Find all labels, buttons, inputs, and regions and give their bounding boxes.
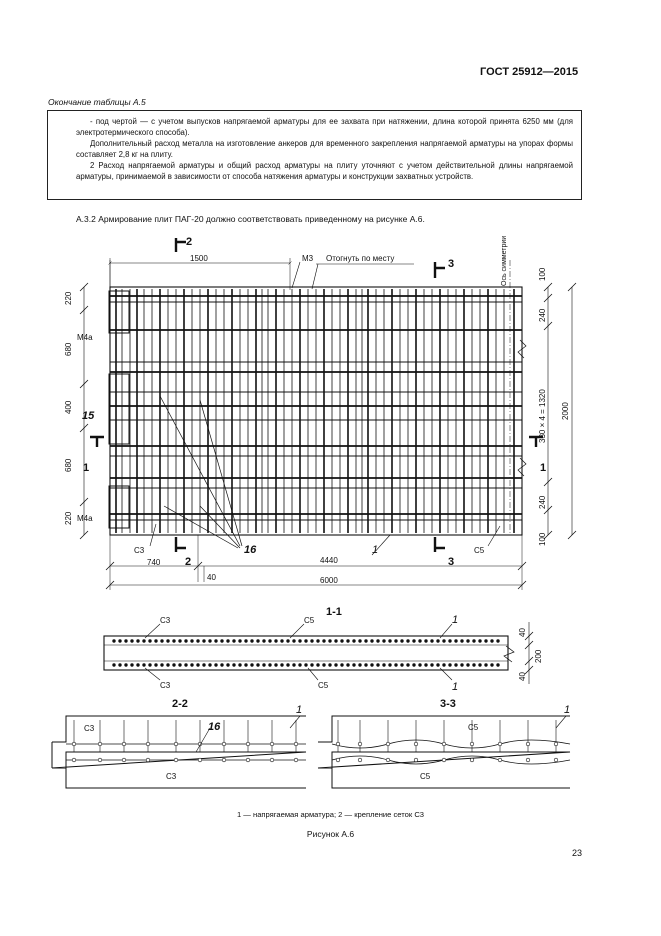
leader-16-b	[200, 400, 242, 546]
dim-left-400: 400	[64, 400, 73, 414]
bottom-bar-dot	[353, 664, 356, 667]
section-3-3-bar	[498, 742, 502, 746]
label-c5: С5	[474, 546, 485, 555]
bottom-bar-dot	[209, 664, 212, 667]
bottom-bar-dot	[491, 664, 494, 667]
bottom-bar-dot	[359, 664, 362, 667]
dim-left-220-bottom: 220	[64, 511, 73, 525]
top-bar-dot	[395, 640, 398, 643]
section-2-2-bar	[222, 758, 226, 762]
top-bar-dot	[461, 640, 464, 643]
bottom-bar-dot	[197, 664, 200, 667]
section-3-3-bar	[336, 758, 340, 762]
bottom-bar-dot	[341, 664, 344, 667]
bottom-bar-dot	[467, 664, 470, 667]
section-3-3-bar	[336, 742, 340, 746]
top-bar-dot	[305, 640, 308, 643]
dim-1500-text: 1500	[190, 254, 208, 263]
bottom-bar-dot	[323, 664, 326, 667]
bottom-bar-dot	[479, 664, 482, 667]
dim-overall-2000-text: 2000	[561, 402, 570, 420]
bottom-bar-dot	[143, 664, 146, 667]
s33-pos1: 1	[564, 704, 571, 716]
top-bar-dot	[143, 640, 146, 643]
top-bar-dot	[281, 640, 284, 643]
bottom-bar-dot	[155, 664, 158, 667]
section-3-3	[318, 716, 570, 788]
label-c3: С3	[134, 546, 145, 555]
top-bar-dot	[119, 640, 122, 643]
top-bar-dot	[233, 640, 236, 643]
top-bar-dot	[389, 640, 392, 643]
bottom-bar-dot	[389, 664, 392, 667]
top-bar-dot	[221, 640, 224, 643]
bottom-bar-dot	[239, 664, 242, 667]
top-bar-dot	[203, 640, 206, 643]
section-2-2-bar	[198, 758, 202, 762]
intro-paragraph: А.3.2 Армирование плит ПАГ-20 должно соответствовать приведенному на рисунке А.6.	[76, 214, 425, 224]
bottom-bar-dot	[215, 664, 218, 667]
plan-view	[80, 235, 576, 590]
section-2-2-bar	[146, 742, 150, 746]
top-bar-dot	[263, 640, 266, 643]
bottom-bar-dot	[119, 664, 122, 667]
top-bar-dot	[497, 640, 500, 643]
bottom-bar-dot	[161, 664, 164, 667]
top-bar-dot	[401, 640, 404, 643]
top-bar-dot	[155, 640, 158, 643]
mesh-m4a-bottom	[109, 486, 129, 528]
s33-c5: С5	[468, 723, 479, 732]
bottom-bar-dot	[347, 664, 350, 667]
section-3-3-bar	[386, 758, 390, 762]
section-2-2-bar	[222, 742, 226, 746]
section-2-2-bar	[294, 742, 298, 746]
bottom-bar-dot	[233, 664, 236, 667]
top-bar-dot	[347, 640, 350, 643]
note-paragraph-2: Дополнительный расход металла на изготовление анкеров для временного закрепления напрягаемой арматуры на упорах формы составляет 2,8 кг на плиту.	[76, 138, 573, 159]
bottom-bar-dot	[191, 664, 194, 667]
section-3-3-bar	[442, 758, 446, 762]
section-2-2-bar	[72, 758, 76, 762]
bottom-bar-dot	[383, 664, 386, 667]
bottom-bar-dot	[401, 664, 404, 667]
bottom-bar-dot	[329, 664, 332, 667]
s11-dim-40-top: 40	[518, 628, 527, 637]
cut-leader	[312, 264, 318, 289]
top-bar-dot	[323, 640, 326, 643]
dim-right-1320: 330 × 4 = 1320	[538, 389, 547, 443]
section-2-2-bar	[122, 742, 126, 746]
bottom-bar-dot	[269, 664, 272, 667]
bottom-bar-dot	[497, 664, 500, 667]
bottom-bar-dot	[305, 664, 308, 667]
top-bar-dot	[425, 640, 428, 643]
bottom-bar-dot	[371, 664, 374, 667]
bottom-bar-dot	[425, 664, 428, 667]
s11-dim-200: 200	[534, 649, 543, 663]
top-bar-dot	[491, 640, 494, 643]
label-pos1: 1	[372, 544, 379, 556]
bottom-bar-dot	[203, 664, 206, 667]
section-2-2-bar	[246, 742, 250, 746]
label-pos15: 15	[82, 410, 95, 422]
top-bar-dot	[413, 640, 416, 643]
section-2-2-bar	[98, 742, 102, 746]
top-bar-dot	[185, 640, 188, 643]
bottom-bar-dot	[281, 664, 284, 667]
bottom-bar-dot	[113, 664, 116, 667]
s22-pos1: 1	[296, 704, 303, 716]
section-3-3-bar	[554, 758, 558, 762]
top-bar-dot	[473, 640, 476, 643]
section-2-2-bar	[246, 758, 250, 762]
bottom-bar-dot	[149, 664, 152, 667]
section-1-right-label: 1	[540, 462, 547, 474]
dim-left-680-top: 680	[64, 342, 73, 356]
s11-c5-top: С5	[304, 616, 315, 625]
section-2-bottom-marker	[176, 537, 186, 552]
top-bar-dot	[293, 640, 296, 643]
top-bar-dot	[125, 640, 128, 643]
section-1-1-title: 1-1	[326, 606, 342, 618]
label-m3: М3	[302, 254, 314, 263]
top-bar-dot	[335, 640, 338, 643]
top-bar-dot	[161, 640, 164, 643]
dim-left-680-bottom: 680	[64, 458, 73, 472]
bottom-bar-dot	[275, 664, 278, 667]
top-bar-dot	[227, 640, 230, 643]
axis-label: Ось симметрии	[501, 235, 508, 286]
bottom-bar-dot	[311, 664, 314, 667]
bottom-bar-dot	[407, 664, 410, 667]
section-3-top-marker	[435, 262, 445, 278]
section-3-bottom-marker	[435, 537, 445, 552]
top-bar-dot	[149, 640, 152, 643]
section-2-2-bar	[72, 742, 76, 746]
bottom-bar-dot	[257, 664, 260, 667]
top-bar-dot	[239, 640, 242, 643]
section-2-2-bar	[174, 758, 178, 762]
top-bar-dot	[269, 640, 272, 643]
section-3-3-bars	[336, 720, 558, 762]
dim-left-220-top: 220	[64, 291, 73, 305]
section-3-3-bar	[526, 742, 530, 746]
bottom-bar-dot	[485, 664, 488, 667]
bottom-bar-dot	[419, 664, 422, 667]
section-2-top-label: 2	[186, 236, 193, 248]
longitudinal-bars	[116, 289, 514, 533]
mesh-15	[109, 374, 129, 444]
bottom-bar-dot	[449, 664, 452, 667]
bottom-bar-dot	[125, 664, 128, 667]
dim-right-240-bottom: 240	[538, 495, 547, 509]
bottom-bar-dot	[179, 664, 182, 667]
section-3-3-bar	[526, 758, 530, 762]
label-pos16: 16	[244, 544, 257, 556]
top-bar-dot	[443, 640, 446, 643]
bottom-bar-dot	[455, 664, 458, 667]
section-2-2-bar	[270, 758, 274, 762]
top-bar-dot	[455, 640, 458, 643]
section-3-3-bar	[358, 742, 362, 746]
dim-740-text: 740	[147, 558, 161, 567]
bottom-bar-dot	[299, 664, 302, 667]
top-bar-dot	[251, 640, 254, 643]
section-2-2-bar	[294, 758, 298, 762]
section-2-bottom-label: 2	[185, 556, 192, 568]
standard-header: ГОСТ 25912—2015	[480, 66, 579, 78]
top-bar-dot	[449, 640, 452, 643]
top-bar-dot	[353, 640, 356, 643]
section-1-left-marker	[90, 437, 104, 447]
top-bar-dot	[407, 640, 410, 643]
label-cut: Отогнуть по месту	[326, 254, 395, 263]
top-bar-dot	[275, 640, 278, 643]
top-bar-dot	[419, 640, 422, 643]
top-bar-dot	[485, 640, 488, 643]
top-bar-dot	[299, 640, 302, 643]
section-1-left-label: 1	[83, 462, 90, 474]
s33-c5-bottom: С5	[420, 772, 431, 781]
section-1-1-bottom-bars	[113, 664, 500, 667]
dim-40-text: 40	[207, 573, 216, 582]
section-3-3-bar	[442, 742, 446, 746]
section-2-2-bars	[72, 720, 298, 762]
top-bar-dot	[131, 640, 134, 643]
dim-6000-text: 6000	[320, 576, 338, 585]
bottom-bar-dot	[461, 664, 464, 667]
bottom-bar-dot	[443, 664, 446, 667]
section-3-3-bar	[414, 742, 418, 746]
s11-dim-40-bottom: 40	[518, 672, 527, 681]
section-2-2-title: 2-2	[172, 698, 188, 710]
s22-c3: С3	[84, 724, 95, 733]
s22-pos16: 16	[208, 721, 221, 733]
top-bar-dot	[113, 640, 116, 643]
s22-c3-bottom: С3	[166, 772, 177, 781]
top-bar-dot	[341, 640, 344, 643]
top-bar-dot	[197, 640, 200, 643]
bottom-bar-dot	[293, 664, 296, 667]
top-bar-dot	[437, 640, 440, 643]
s11-c3-bottom: С3	[160, 681, 171, 690]
section-3-3-bar	[386, 742, 390, 746]
bottom-bar-dot	[137, 664, 140, 667]
section-3-3-bar	[414, 758, 418, 762]
table-continuation-title: Окончание таблицы А.5	[48, 97, 146, 107]
top-bar-dot	[287, 640, 290, 643]
top-bar-dot	[479, 640, 482, 643]
bottom-bar-dot	[227, 664, 230, 667]
label-m4a-bottom: М4а	[77, 514, 93, 523]
dim-right-100-bottom: 100	[538, 532, 547, 546]
top-bar-dot	[431, 640, 434, 643]
label-m4a-top: М4а	[77, 333, 93, 342]
bottom-bar-dot	[245, 664, 248, 667]
bottom-bar-dot	[437, 664, 440, 667]
top-bar-dot	[245, 640, 248, 643]
bottom-bar-dot	[413, 664, 416, 667]
mesh-m4a-top	[109, 291, 129, 333]
bottom-bar-dot	[131, 664, 134, 667]
leader-16-d	[200, 506, 240, 548]
bottom-bar-dot	[173, 664, 176, 667]
section-2-2-bar	[270, 742, 274, 746]
bottom-bar-dot	[377, 664, 380, 667]
top-bar-dot	[209, 640, 212, 643]
top-bar-dot	[179, 640, 182, 643]
top-bar-dot	[137, 640, 140, 643]
dim-right-100-top: 100	[538, 267, 547, 281]
bottom-bar-dot	[167, 664, 170, 667]
section-1-1	[104, 622, 533, 684]
m3-leader	[292, 262, 300, 288]
section-3-bottom-label: 3	[448, 556, 455, 568]
top-bar-dot	[215, 640, 218, 643]
bottom-bar-dot	[251, 664, 254, 667]
section-3-3-bar	[470, 758, 474, 762]
section-3-3-title: 3-3	[440, 698, 456, 710]
section-2-top-marker	[176, 238, 186, 252]
section-2-2-bar	[122, 758, 126, 762]
top-bar-dot	[383, 640, 386, 643]
s11-c3-top: С3	[160, 616, 171, 625]
dim-right-240-top: 240	[538, 308, 547, 322]
top-bar-dot	[329, 640, 332, 643]
top-bar-dot	[167, 640, 170, 643]
section-2-2-bar	[146, 758, 150, 762]
section-2-2-bar	[174, 742, 178, 746]
top-bar-dot	[257, 640, 260, 643]
figure-caption: Рисунок А.6	[306, 829, 355, 839]
figure-legend: 1 — напрягаемая арматура; 2 — крепление сеток С3	[236, 810, 425, 819]
notes-box	[47, 110, 582, 200]
section-3-top-label: 3	[448, 258, 455, 270]
s11-one-top: 1	[452, 614, 459, 626]
c5-leader	[488, 526, 500, 546]
top-bar-dot	[365, 640, 368, 643]
top-bar-dot	[377, 640, 380, 643]
section-3-3-bar	[554, 742, 558, 746]
section-3-3-bar	[498, 758, 502, 762]
top-bar-dot	[311, 640, 314, 643]
s11-one-bottom: 1	[452, 681, 459, 693]
bottom-bar-dot	[395, 664, 398, 667]
note-paragraph-1: - под чертой — с учетом выпусков напрягаемой арматуры для ее захвата при натяжении, длина которой принята 6250 мм (для электротермического способа).	[76, 117, 573, 137]
bottom-bar-dot	[221, 664, 224, 667]
top-bar-dot	[173, 640, 176, 643]
top-bar-dot	[371, 640, 374, 643]
bottom-bar-dot	[317, 664, 320, 667]
note-paragraph-3: 2 Расход напрягаемой арматуры и общий расход арматуры на плиту уточняют с учетом действительной длины напрягаемой арматуры, принимаемой в зависимости от способа натяжения арматуры и конструкции захватных устройств.	[76, 160, 573, 181]
dim-4440-text: 4440	[320, 556, 338, 565]
bottom-bar-dot	[431, 664, 434, 667]
section-2-2-bar	[98, 758, 102, 762]
bottom-bar-dot	[365, 664, 368, 667]
top-bar-dot	[191, 640, 194, 643]
bottom-bar-dot	[473, 664, 476, 667]
section-3-3-bar	[470, 742, 474, 746]
page-number: 23	[572, 848, 583, 858]
s11-c5-bottom: С5	[318, 681, 329, 690]
section-1-1-top-bars	[113, 640, 500, 643]
top-bar-dot	[359, 640, 362, 643]
bottom-bar-dot	[185, 664, 188, 667]
bottom-bar-dot	[335, 664, 338, 667]
bottom-bar-dot	[263, 664, 266, 667]
bottom-bar-dot	[287, 664, 290, 667]
top-bar-dot	[317, 640, 320, 643]
top-bar-dot	[467, 640, 470, 643]
section-3-3-bar	[358, 758, 362, 762]
reinforcement-drawing	[0, 228, 661, 806]
